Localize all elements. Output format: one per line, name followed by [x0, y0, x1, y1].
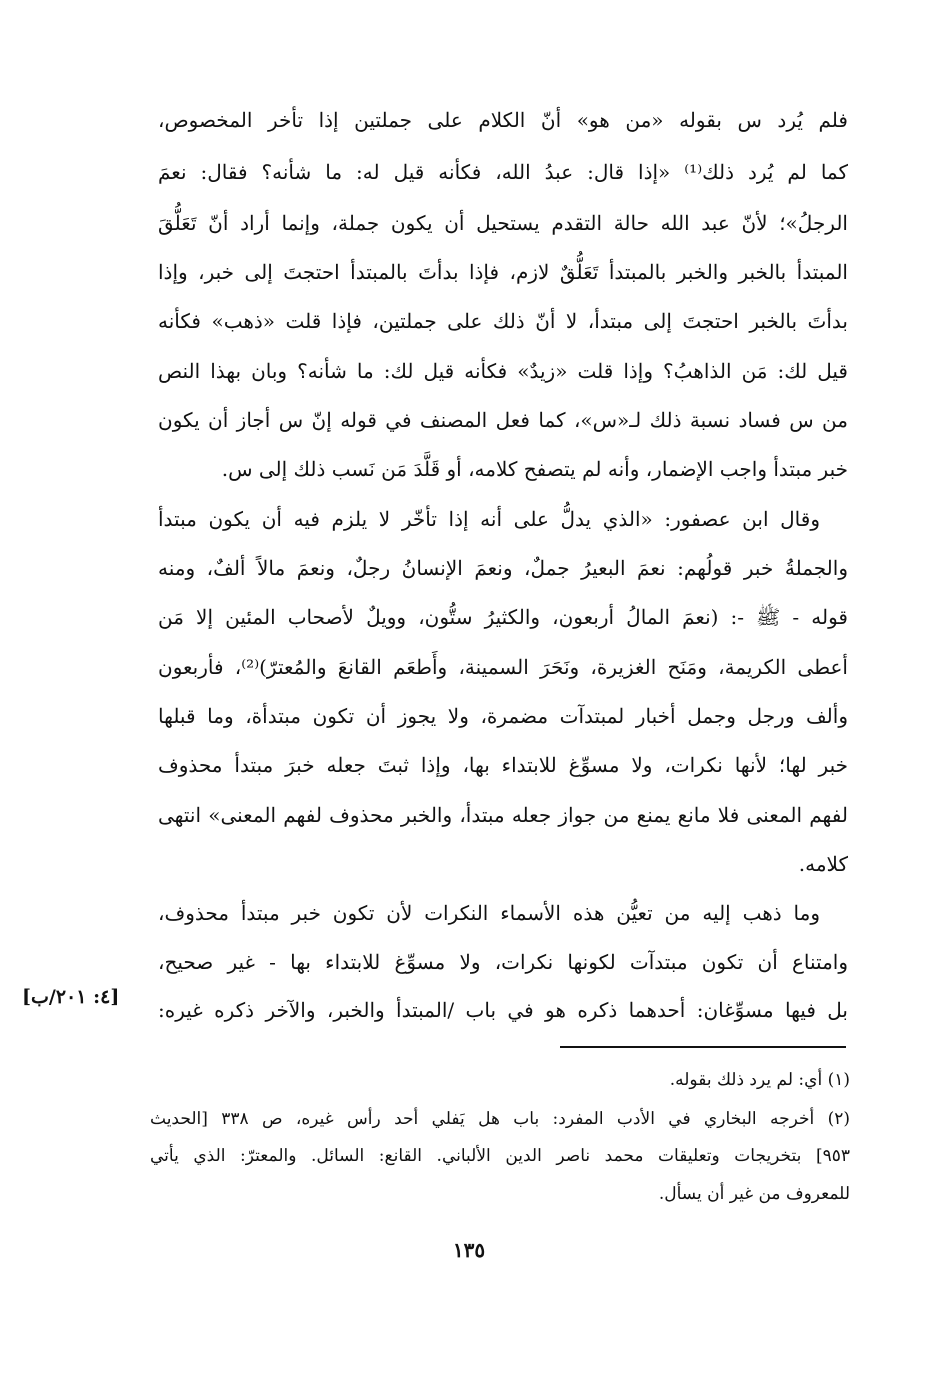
text-line: وامتناع أن تكون مبتدآت لكونها نكرات، ولا مسوِّغ للابتداء بها - غير صحيح، — [158, 950, 848, 974]
text-line: وقال ابن عصفور: «الذي يدلُّ على أنه إذا تأخّر لا يلزم فيه أن يكون مبتدأ — [158, 507, 820, 531]
text-line: والجملةُ خبر قولُهم: نعمَ البعيرُ جملٌ، ونعمَ الإنسانُ رجلٌ، ونعمَ مالاً ألفٌ، ومنه — [158, 556, 848, 580]
text-line: الرجلُ»؛ لأنّ عبد الله حالة التقدم يستحيل أن يكون جملة، وإنما أراد أنّ تَعَلُّقَ — [158, 211, 848, 235]
text-line: قيل لك: مَن الذاهبُ؟ وإذا قلت «زيدٌ» فكأنه قيل لك: ما شأنه؟ وبان بهذا النص — [158, 359, 848, 383]
footnote-2-line: (٢) أخرجه البخاري في الأدب المفرد: باب هل يَفلي أحد رأس غيره، ص ٣٣٨ [الحديث — [150, 1109, 850, 1129]
text-line: قوله - ﷺ -: (نعمَ المالُ أربعون، والكثيرُ ستُّون، وويلٌ لأصحاب المئين إلا مَن — [158, 605, 848, 629]
text-line: وألف ورجل وجمل أخبار لمبتدآت مضمرة، ولا يجوز أن تكون مبتدأة، وما قبلها — [158, 704, 848, 728]
page-number: ١٣٥ — [452, 1238, 486, 1262]
text-line: خبر مبتدأ واجب الإضمار، وأنه لم يتصفح كلامه، أو قَلَّدَ مَن نَسب ذلك إلى س. — [221, 457, 848, 481]
text-line: من س فساد نسبة ذلك لـ«س»، كما فعل المصنف في قوله إنّ س أجاز أن يكون — [158, 408, 848, 432]
text-line: فلم يُرد س بقوله «من هو» أنّ الكلام على جملتين إذا تأخر المخصوص، — [158, 108, 848, 132]
footnote-1: (١) أي: لم يرد ذلك بقوله. — [669, 1070, 850, 1090]
text-line: بدأتَ بالخبر احتجتَ إلى مبتدأ، لا أنّ ذلك على جملتين، فإذا قلت «ذهب» فكأنه — [158, 309, 848, 333]
footnote-2-line: ٩٥٣] بتخريجات وتعليقات محمد ناصر الدين الألباني. القانع: السائل. والمعترّ: الذي يأتي — [150, 1146, 850, 1166]
text-line: كما لم يُرد ذلك⁽¹⁾ «إذا قال: عبدُ الله، فكأنه قيل له: ما شأنه؟ فقال: نعمَ — [158, 160, 848, 184]
footnote-divider — [560, 1046, 846, 1048]
text-line: وما ذهب إليه من تعيُّن هذه الأسماء النكرات لأن تكون خبر مبتدأ محذوف، — [158, 901, 820, 925]
text-line: أعطى الكريمة، ومَنَح الغزيرة، ونَحَرَ السمينة، وأَطعَم القانعَ والمُعترّ)⁽²⁾، فأربعون — [158, 655, 848, 679]
text-line: المبتدأ بالخبر والخبر بالمبتدأ تَعَلُّقٌ لازم، فإذا بدأتَ بالمبتدأ احتجتَ إلى خبر، وإذا — [158, 260, 848, 284]
text-line: لفهم المعنى فلا مانع يمنع من جواز جعله مبتدأ، والخبر محذوف لفهم المعنى» انتهى — [158, 803, 848, 827]
text-line: بل فيها مسوِّغان: أحدهما ذكره هو في باب /المبتدأ والخبر، والآخر ذكره غيره: — [158, 998, 848, 1022]
text-line: كلامه. — [798, 852, 848, 876]
text-line: خبر لها؛ لأنها نكرات، ولا مسوِّغ للابتداء بها، وإذا ثبتَ جعله خبرَ مبتدأ محذوف — [158, 753, 848, 777]
footnote-2-line: للمعروف من غير أن يسأل. — [658, 1184, 850, 1204]
manuscript-folio-reference: [٤: ٢٠١/ب] — [22, 986, 120, 1008]
